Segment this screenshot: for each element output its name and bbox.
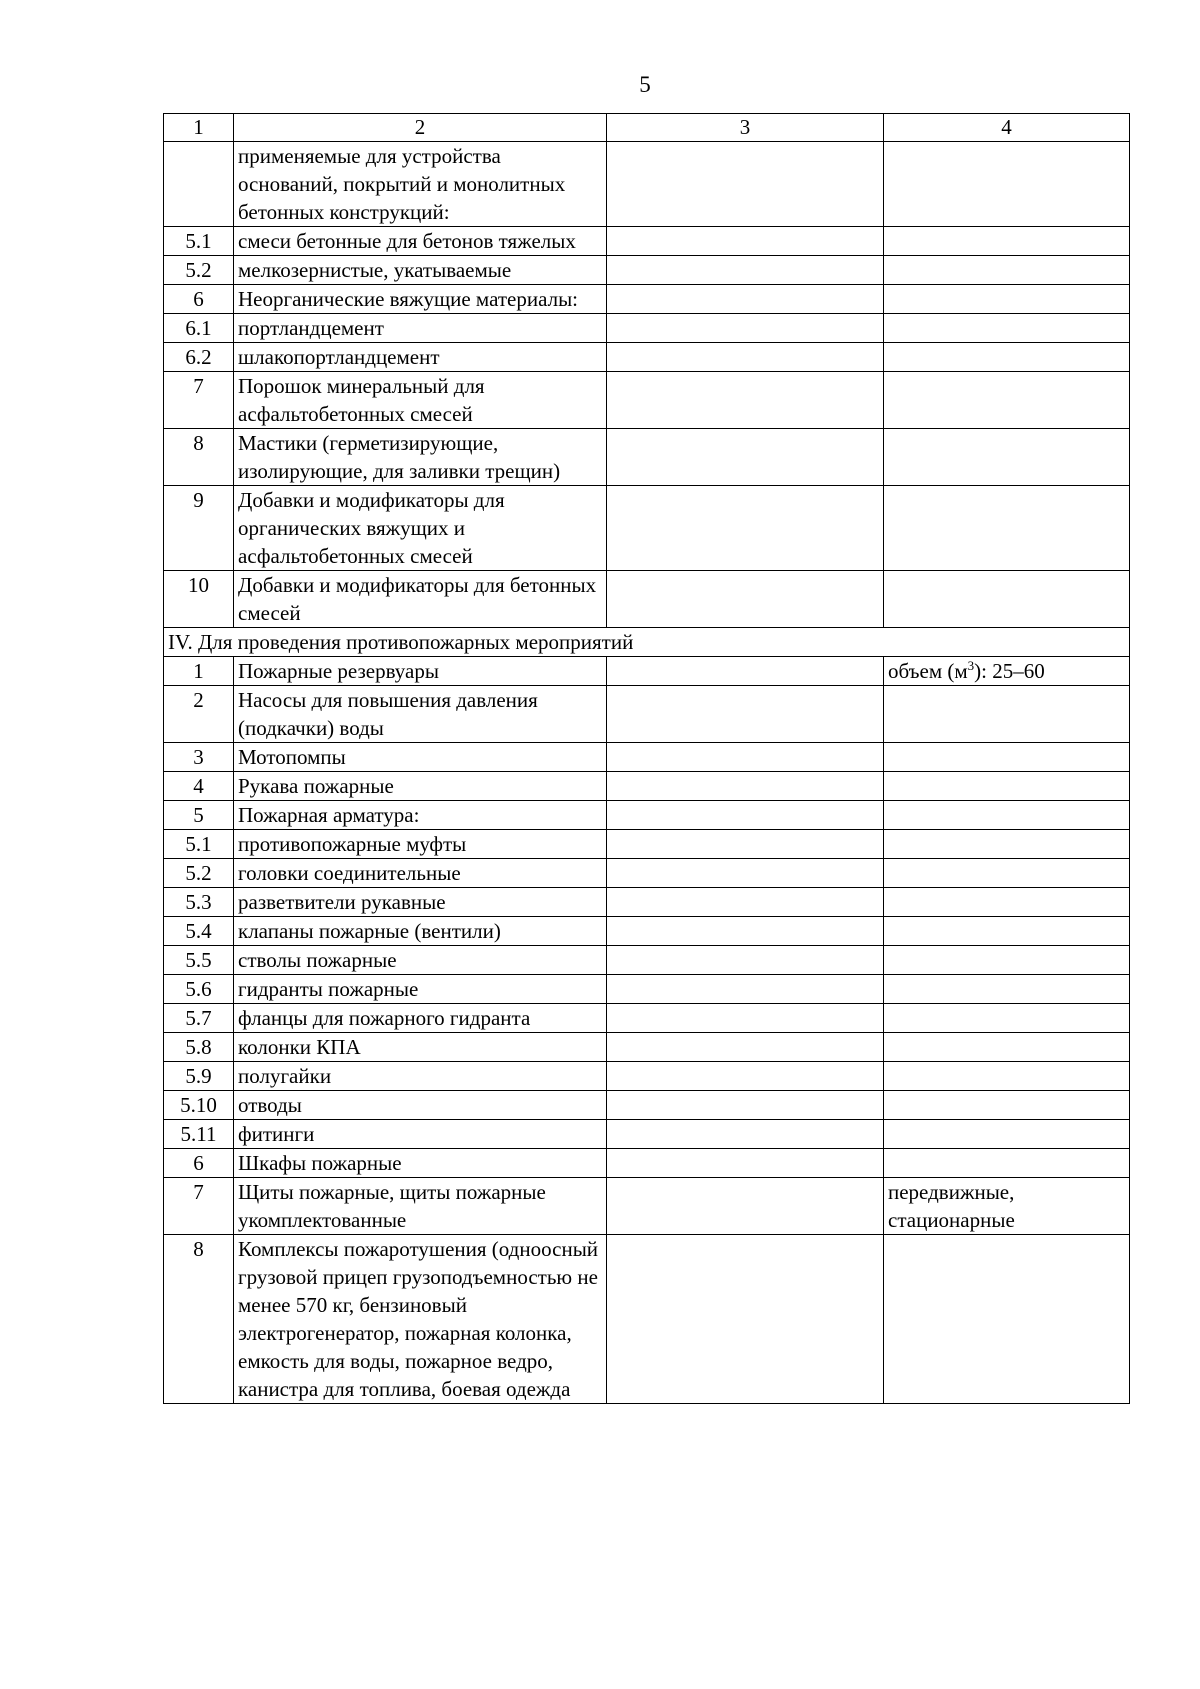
row-name: полугайки bbox=[234, 1062, 607, 1091]
row-name: мелкозернистые, укатываемые bbox=[234, 256, 607, 285]
section-row bbox=[164, 628, 1130, 657]
row-col4 bbox=[884, 372, 1130, 429]
row-col4 bbox=[884, 571, 1130, 628]
row-col3 bbox=[607, 314, 884, 343]
row-col4 bbox=[884, 285, 1130, 314]
table-row bbox=[164, 1091, 1130, 1120]
row-name: Пожарная арматура: bbox=[234, 801, 607, 830]
row-name: разветвители рукавные bbox=[234, 888, 607, 917]
row-name: клапаны пожарные (вентили) bbox=[234, 917, 607, 946]
row-number: 5.1 bbox=[164, 227, 234, 256]
table-row bbox=[164, 1235, 1130, 1404]
row-name: Добавки и модификаторы для бетонных смесей bbox=[234, 571, 607, 628]
row-col3 bbox=[607, 1120, 884, 1149]
table-row bbox=[164, 917, 1130, 946]
table-row bbox=[164, 743, 1130, 772]
row-name: Неорганические вяжущие материалы: bbox=[234, 285, 607, 314]
header-cell-2: 2 bbox=[234, 114, 607, 142]
row-col4 bbox=[884, 975, 1130, 1004]
header-cell-3: 3 bbox=[607, 114, 884, 142]
row-number: 5.7 bbox=[164, 1004, 234, 1033]
row-number: 1 bbox=[164, 657, 234, 686]
table-row bbox=[164, 372, 1130, 429]
row-name: применяемые для устройства оснований, покрытий и монолитных бетонных конструкций: bbox=[234, 142, 607, 227]
row-col4 bbox=[884, 859, 1130, 888]
row-name: Комплексы пожаротушения (одноосный грузовой прицеп грузоподъемностью не менее 570 кг, бензиновый электрогенератор, пожарная колонка, емкость для воды, пожарное ведро, канистра для топлива, боевая одежда bbox=[234, 1235, 607, 1404]
row-number: 6 bbox=[164, 1149, 234, 1178]
row-name: фитинги bbox=[234, 1120, 607, 1149]
row-col3 bbox=[607, 1149, 884, 1178]
row-col3 bbox=[607, 256, 884, 285]
col4-superscript: 3 bbox=[967, 658, 975, 673]
row-number: 5.3 bbox=[164, 888, 234, 917]
table-row bbox=[164, 1149, 1130, 1178]
table-row bbox=[164, 1033, 1130, 1062]
row-number: 6.1 bbox=[164, 314, 234, 343]
row-name: Пожарные резервуары bbox=[234, 657, 607, 686]
row-col3 bbox=[607, 429, 884, 486]
row-name: Порошок минеральный для асфальтобетонных смесей bbox=[234, 372, 607, 429]
row-name: Добавки и модификаторы для органических вяжущих и асфальтобетонных смесей bbox=[234, 486, 607, 571]
row-name: Мотопомпы bbox=[234, 743, 607, 772]
row-col4 bbox=[884, 686, 1130, 743]
table-row bbox=[164, 772, 1130, 801]
row-number: 5.10 bbox=[164, 1091, 234, 1120]
table-row bbox=[164, 1062, 1130, 1091]
row-number: 6.2 bbox=[164, 343, 234, 372]
row-number: 8 bbox=[164, 429, 234, 486]
row-number bbox=[164, 142, 234, 227]
row-col4 bbox=[884, 946, 1130, 975]
row-col3 bbox=[607, 917, 884, 946]
row-col4: передвижные, стационарные bbox=[884, 1178, 1130, 1235]
row-col3 bbox=[607, 1235, 884, 1404]
table-row bbox=[164, 830, 1130, 859]
table-row bbox=[164, 314, 1130, 343]
row-number: 5.2 bbox=[164, 859, 234, 888]
row-col3 bbox=[607, 1091, 884, 1120]
table-row bbox=[164, 801, 1130, 830]
table-row bbox=[164, 657, 1130, 686]
row-number: 5 bbox=[164, 801, 234, 830]
row-name: противопожарные муфты bbox=[234, 830, 607, 859]
row-number: 2 bbox=[164, 686, 234, 743]
row-col4 bbox=[884, 256, 1130, 285]
row-col3 bbox=[607, 1062, 884, 1091]
header-cell-4: 4 bbox=[884, 114, 1130, 142]
row-number: 5.4 bbox=[164, 917, 234, 946]
row-col3 bbox=[607, 486, 884, 571]
row-number: 7 bbox=[164, 372, 234, 429]
row-col3 bbox=[607, 1178, 884, 1235]
materials-table bbox=[163, 113, 1130, 1404]
row-col4 bbox=[884, 314, 1130, 343]
section-title: IV. Для проведения противопожарных мероприятий bbox=[164, 628, 1130, 657]
table-row bbox=[164, 429, 1130, 486]
col4-prefix: объем (м bbox=[888, 659, 968, 683]
table-body bbox=[164, 114, 1130, 1404]
row-number: 6 bbox=[164, 285, 234, 314]
table-row bbox=[164, 859, 1130, 888]
table-row bbox=[164, 1120, 1130, 1149]
row-col3 bbox=[607, 859, 884, 888]
row-col4 bbox=[884, 772, 1130, 801]
row-col4 bbox=[884, 1033, 1130, 1062]
row-name: фланцы для пожарного гидранта bbox=[234, 1004, 607, 1033]
row-number: 5.9 bbox=[164, 1062, 234, 1091]
row-name: Насосы для повышения давления (подкачки) воды bbox=[234, 686, 607, 743]
col4-suffix: ): 25–60 bbox=[974, 659, 1045, 683]
row-col4 bbox=[884, 657, 1130, 686]
row-number: 9 bbox=[164, 486, 234, 571]
row-col4 bbox=[884, 343, 1130, 372]
row-name: Щиты пожарные, щиты пожарные укомплектованные bbox=[234, 1178, 607, 1235]
row-col3 bbox=[607, 343, 884, 372]
row-col3 bbox=[607, 975, 884, 1004]
table-row bbox=[164, 1178, 1130, 1235]
row-col3 bbox=[607, 285, 884, 314]
row-col3 bbox=[607, 571, 884, 628]
row-col3 bbox=[607, 743, 884, 772]
row-col4 bbox=[884, 888, 1130, 917]
row-number: 3 bbox=[164, 743, 234, 772]
row-col4 bbox=[884, 917, 1130, 946]
row-col3 bbox=[607, 657, 884, 686]
row-col4 bbox=[884, 1120, 1130, 1149]
row-number: 5.5 bbox=[164, 946, 234, 975]
row-name: гидранты пожарные bbox=[234, 975, 607, 1004]
row-name: колонки КПА bbox=[234, 1033, 607, 1062]
table-row bbox=[164, 285, 1130, 314]
row-col3 bbox=[607, 946, 884, 975]
row-number: 5.11 bbox=[164, 1120, 234, 1149]
row-col4 bbox=[884, 801, 1130, 830]
row-name: Шкафы пожарные bbox=[234, 1149, 607, 1178]
row-number: 5.2 bbox=[164, 256, 234, 285]
row-col3 bbox=[607, 1004, 884, 1033]
table-row bbox=[164, 946, 1130, 975]
table-row bbox=[164, 227, 1130, 256]
row-number: 5.6 bbox=[164, 975, 234, 1004]
row-col4 bbox=[884, 1091, 1130, 1120]
row-name: стволы пожарные bbox=[234, 946, 607, 975]
row-col4 bbox=[884, 227, 1130, 256]
row-col4 bbox=[884, 1004, 1130, 1033]
row-name: Мастики (герметизирующие, изолирующие, для заливки трещин) bbox=[234, 429, 607, 486]
row-col3 bbox=[607, 372, 884, 429]
table-row bbox=[164, 1004, 1130, 1033]
table-row bbox=[164, 142, 1130, 227]
page-number: 5 bbox=[639, 72, 651, 97]
row-name: головки соединительные bbox=[234, 859, 607, 888]
table-header-row bbox=[164, 114, 1130, 142]
row-col3 bbox=[607, 801, 884, 830]
row-name: портландцемент bbox=[234, 314, 607, 343]
header-cell-1: 1 bbox=[164, 114, 234, 142]
row-col4 bbox=[884, 1062, 1130, 1091]
table-row bbox=[164, 256, 1130, 285]
row-col4 bbox=[884, 1235, 1130, 1404]
row-col3 bbox=[607, 888, 884, 917]
row-col4 bbox=[884, 743, 1130, 772]
row-name: смеси бетонные для бетонов тяжелых bbox=[234, 227, 607, 256]
row-number: 8 bbox=[164, 1235, 234, 1404]
table-row bbox=[164, 343, 1130, 372]
table-row bbox=[164, 686, 1130, 743]
row-number: 5.8 bbox=[164, 1033, 234, 1062]
row-col3 bbox=[607, 686, 884, 743]
row-col3 bbox=[607, 772, 884, 801]
table-row bbox=[164, 486, 1130, 571]
table-row bbox=[164, 888, 1130, 917]
row-col4 bbox=[884, 429, 1130, 486]
row-col4 bbox=[884, 830, 1130, 859]
row-col3 bbox=[607, 227, 884, 256]
row-col4 bbox=[884, 142, 1130, 227]
row-name: шлакопортландцемент bbox=[234, 343, 607, 372]
row-name: Рукава пожарные bbox=[234, 772, 607, 801]
row-number: 4 bbox=[164, 772, 234, 801]
table-row bbox=[164, 975, 1130, 1004]
row-number: 5.1 bbox=[164, 830, 234, 859]
row-col4 bbox=[884, 1149, 1130, 1178]
row-col3 bbox=[607, 830, 884, 859]
table-row bbox=[164, 571, 1130, 628]
row-name: отводы bbox=[234, 1091, 607, 1120]
row-col3 bbox=[607, 142, 884, 227]
row-col4 bbox=[884, 486, 1130, 571]
row-col3 bbox=[607, 1033, 884, 1062]
row-number: 10 bbox=[164, 571, 234, 628]
row-number: 7 bbox=[164, 1178, 234, 1235]
